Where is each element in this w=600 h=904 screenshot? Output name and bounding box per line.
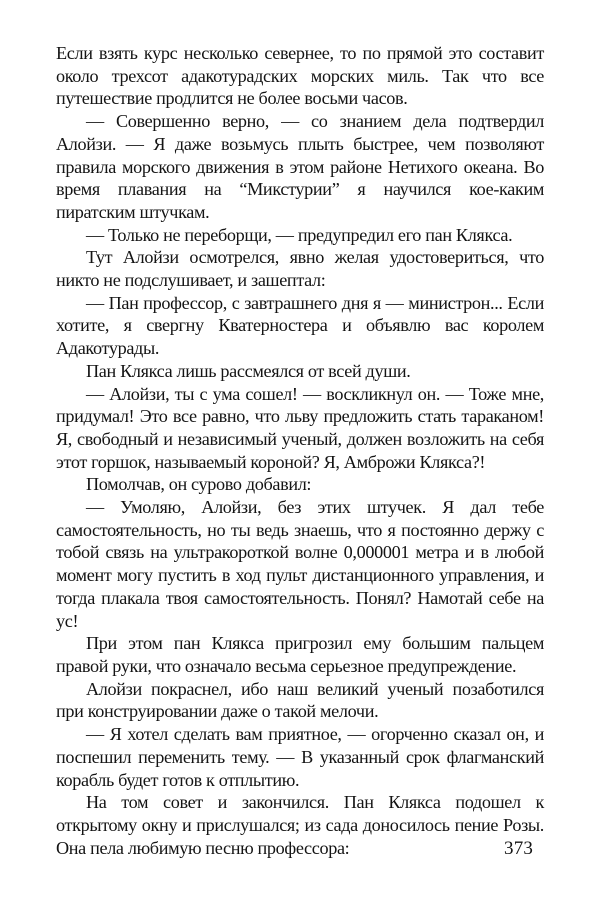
paragraph-aloizi-whisper: Тут Алойзи осмотрелся, явно желая удостовериться, что никто не подслушивает, и зашептал: xyxy=(56,247,544,291)
paragraph-change-topic: — Я хотел сделать вам приятное, — огорченно сказал он, и поспешил переменить тему. — В указанный срок флагманский корабль будет готов к отплытию. xyxy=(56,724,544,790)
page-number: 373 xyxy=(504,838,534,859)
body-text xyxy=(56,42,544,859)
paragraph-window: На том совет и закончился. Пан Клякса подошел к открытому окну и прислушался; из сада доносилось пение Розы. Она пела любимую песню профессора: xyxy=(56,792,544,858)
paragraph-pause: Помолчав, он сурово добавил: xyxy=(86,474,312,495)
paragraph-exclaim: — Алойзи, ты с ума сошел! — воскликнул он. — Тоже мне, придумал! Это все равно, что льву предложить стать тараканом! Я, свободный и независимый ученый, должен возложить на себя этот горшок, называемый короной? Я, Амброжи Клякса?! xyxy=(56,383,544,472)
paragraph-plea: — Умоляю, Алойзи, без этих штучек. Я дал тебе самостоятельность, но ты ведь знаешь, что я постоянно держу с тобой связь на ультракороткой волне 0,000001 метра и в любой момент могу пустить в ход пульт дистанционного управления, и тогда плакала твоя самостоятельность. Понял? Намотай себе на ус! xyxy=(56,497,544,631)
paragraph-aloizi-agrees: — Совершенно верно, — со знанием дела подтвердил Алойзи. — Я даже возьмусь плыть быстрее, чем позволяют правила морского движения в этом районе Нетихого океана. Во время плавания на “Микстурии” я научился кое-каким пиратским штучкам. xyxy=(56,111,544,222)
paragraph-blush: Алойзи покраснел, ибо наш великий ученый позаботился при конструировании даже о такой мелочи. xyxy=(56,678,544,722)
paragraph-ministron: — Пан профессор, с завтрашнего дня я — министрон... Если хотите, я свергну Кватерностера и объявлю вас королем Адакотурады. xyxy=(56,292,544,359)
paragraph-warning: — Только не переборщи, — предупредил его пан Клякса. xyxy=(86,224,513,245)
paragraph-continued: Если взять курс несколько севернее, то по прямой это составит около трехсот адакотурадских морских миль. Так что все путешествие продлится не более восьми часов. xyxy=(56,43,544,109)
paragraph-threat: При этом пан Клякса пригрозил ему большим пальцем правой руки, что означало весьма серьезное предупреждение. xyxy=(56,633,544,676)
paragraph-laugh: Пан Клякса лишь рассмеялся от всей души. xyxy=(86,360,411,381)
